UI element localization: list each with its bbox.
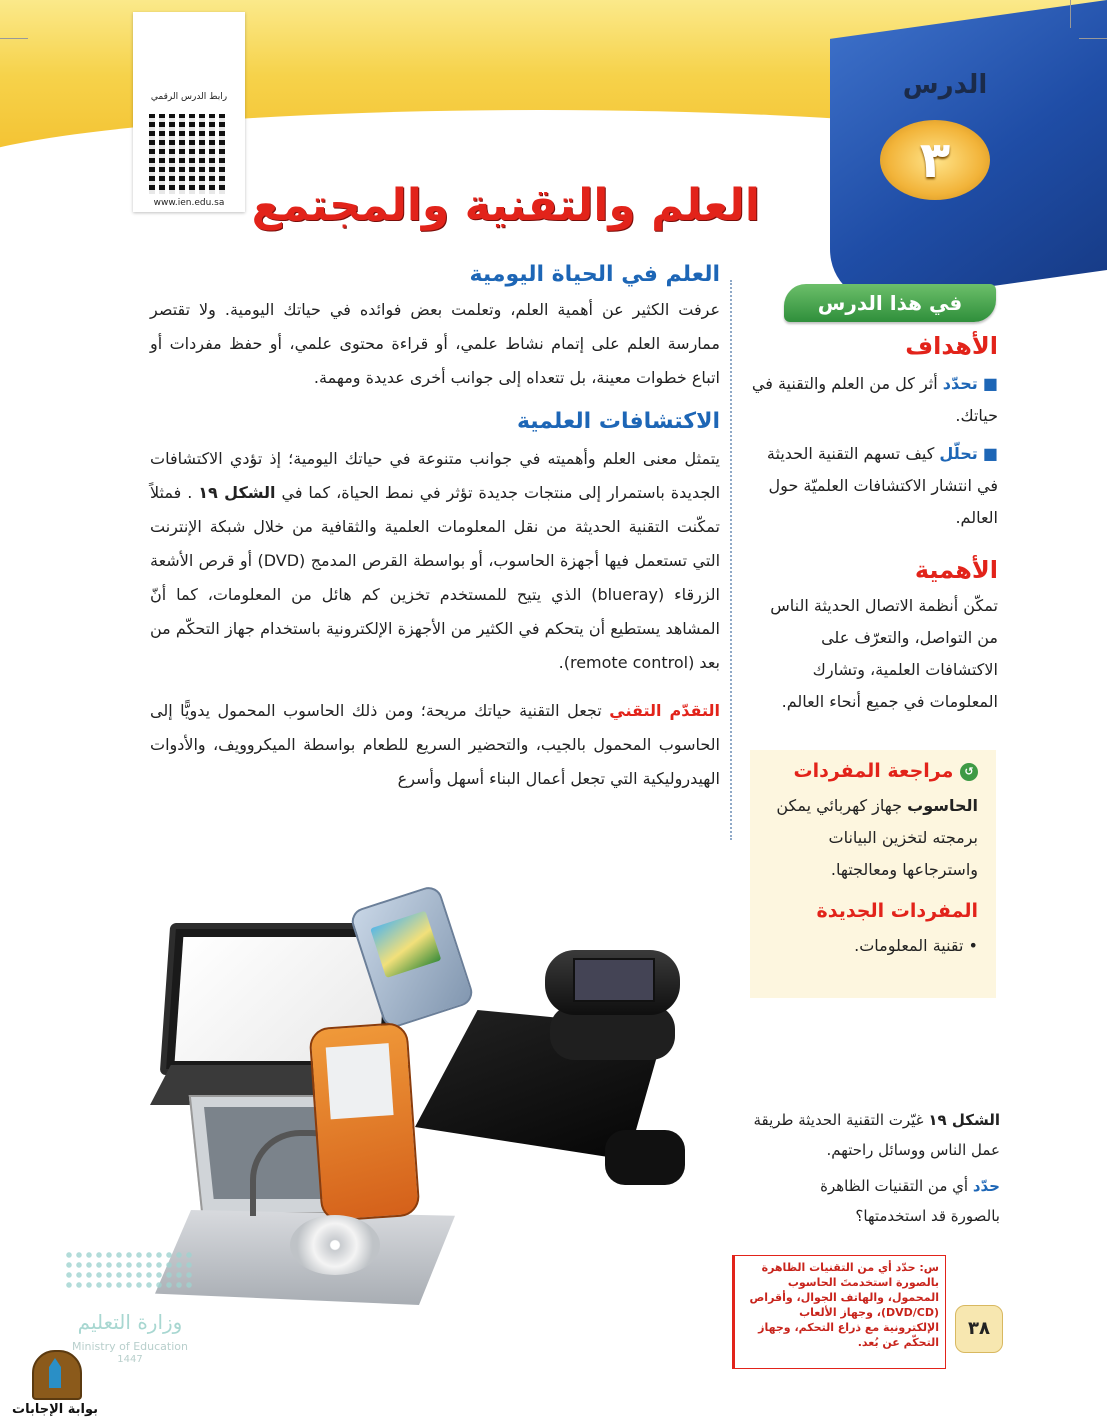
figure-question-verb: حدّد [972, 1177, 1000, 1195]
review-icon: ↺ [960, 763, 978, 781]
discoveries-text-2: . فمثلاً تمكّنت التقنية الحديثة من نقل المعلومات العلمية والثقافية من خلال شبكة الإنترنت التي تستعمل فيها أجهزة الحاسوب، أو بواسطة القرص المدمج (DVD) أو قرص الأشعة الزرقاء (blueray) الذي يتيح للمستخدم تخزين كم هائل من المعلومات، كما أنّ المشاهد يستطيع أن يتحكم في الكثير من الأجهزة الإلكترونية باستخدام جهاز التحكّم من بعد (remote control). [150, 483, 721, 672]
figure-label: الشكل ١٩ [928, 1111, 1000, 1129]
importance-text: تمكّن أنظمة الاتصال الحديثة الناس من التواصل، والتعرّف على الاكتشافات العلمية، وتشارك المعلومات في جميع أنحاء العالم. [770, 596, 998, 711]
objective-verb: تحدّد [942, 374, 978, 393]
answer-box [732, 1255, 946, 1369]
section-paragraph-tech-progress [150, 694, 720, 796]
technology-devices-image [150, 895, 710, 1315]
answer-text: س: حدّد أي من التقنيات الظاهرة بالصورة استخدمتَ الحاسوب المحمول، والهاتف الجوال، وأقراص (DVD/CD)، وجهاز الألعاب الإلكترونية مع ذراع التحكم، وجهاز التحكّم عن بُعد. [749, 1261, 939, 1349]
site-logo[interactable] [10, 1350, 100, 1425]
discoveries-text-1: يتمثل معنى العلم وأهميته في جوانب متنوعة في حياتك اليومية؛ إذ تؤدي الاكتشافات الجديدة باستمرار إلى منتجات جديدة تؤثر في نمط الحياة، كما في [150, 449, 721, 502]
vocab-review-heading: ↺ مراجعة المفردات [764, 760, 978, 782]
qr-code-icon[interactable] [149, 114, 229, 194]
column-divider [730, 280, 732, 840]
section-paragraph-daily-life: عرفت الكثير عن أهمية العلم، وتعلمت بعض فوائده في حياتك اليومية. ولا تقتصر ممارسة العلم على إتمام نشاط علمي، أو قراءة محتوى علمي، أو حفظ مفردات أو اتباع خطوات معينة، بل تتعداه إلى جوانب أخرى عديدة ومهمة. [150, 300, 720, 387]
objective-item: ■ تحدّد أثر كل من العلم والتقنية في حياتك. [751, 374, 998, 425]
vocab-term: الحاسوب [907, 796, 978, 815]
section-paragraph-discoveries [150, 442, 720, 680]
new-vocab-heading: المفردات الجديدة [816, 900, 978, 922]
in-this-lesson-pill: في هذا الدرس [784, 284, 996, 322]
figure-question: حدّد أي من التقنيات الظاهرة بالصورة قد استخدمتها؟ [820, 1177, 1000, 1225]
vocab-definition: الحاسوب جهاز كهربائي يمكن برمجته لتخزين البيانات واسترجاعها ومعالجتها. [776, 796, 978, 879]
ministry-name-ar: وزارة التعليم [77, 1310, 183, 1334]
keyword-tech-progress: التقدّم التقني [609, 701, 720, 720]
page-number: ٣٨ [955, 1305, 1003, 1353]
figure-reference: الشكل ١٩ [198, 483, 276, 502]
qr-label: رابط الدرس الرقمي [150, 92, 228, 102]
section-heading-discoveries: الاكتشافات العلمية [516, 409, 720, 434]
objective-verb: تحلّل [939, 444, 978, 463]
objective-text: كيف تسهم التقنية الحديثة في انتشار الاكتشافات العلميّة حول العالم. [766, 444, 998, 527]
main-column [150, 262, 720, 796]
lesson-label: الدرس [902, 70, 988, 100]
qr-url[interactable]: www.ien.edu.sa [153, 198, 225, 208]
qr-card[interactable] [133, 12, 245, 212]
objective-item: ■ تحلّل كيف تسهم التقنية الحديثة في انتشار الاكتشافات العلميّة حول العالم. [766, 444, 998, 527]
crop-mark [0, 38, 28, 39]
page-title: العلم والتقنية والمجتمع [251, 180, 760, 231]
importance-heading: الأهمية [914, 556, 998, 584]
figure-caption-text: غيّرت التقنية الحديثة طريقة عمل الناس ووسائل راحتهم. [753, 1111, 1000, 1159]
sidebar [750, 332, 998, 718]
vocabulary-box [750, 750, 996, 998]
ministry-dots-icon [64, 1250, 194, 1290]
slider-phone-image [308, 1022, 420, 1222]
crop-mark [1070, 0, 1071, 28]
lesson-number: ٣ [919, 131, 951, 189]
crop-mark [1079, 38, 1107, 39]
ministry-year: 1447 [117, 1354, 143, 1365]
discs-image [290, 1215, 380, 1275]
objectives-heading: الأهداف [905, 332, 998, 360]
section-heading-daily-life: العلم في الحياة اليومية [469, 262, 720, 287]
lesson-number-badge [880, 120, 990, 200]
handheld-console-image [545, 950, 680, 1015]
new-vocab-item: • تقنية المعلومات. [854, 936, 978, 955]
tech-progress-text: تجعل التقنية حياتك مريحة؛ ومن ذلك الحاسوب المحمول يدويًّا إلى الحاسوب المحمول بالجيب، والتحضير السريع للطعام بواسطة الميكروويف، والأدوات الهيدروليكية التي تجعل أعمال البناء أسهل وأسرع [150, 701, 720, 788]
figure-caption [735, 1105, 1000, 1231]
objective-text: أثر كل من العلم والتقنية في حياتك. [751, 374, 998, 425]
game-controller-image [605, 1130, 685, 1185]
ministry-name-en: Ministry of Education [71, 1340, 188, 1353]
site-name: بوابة الإجابات [12, 1402, 98, 1417]
